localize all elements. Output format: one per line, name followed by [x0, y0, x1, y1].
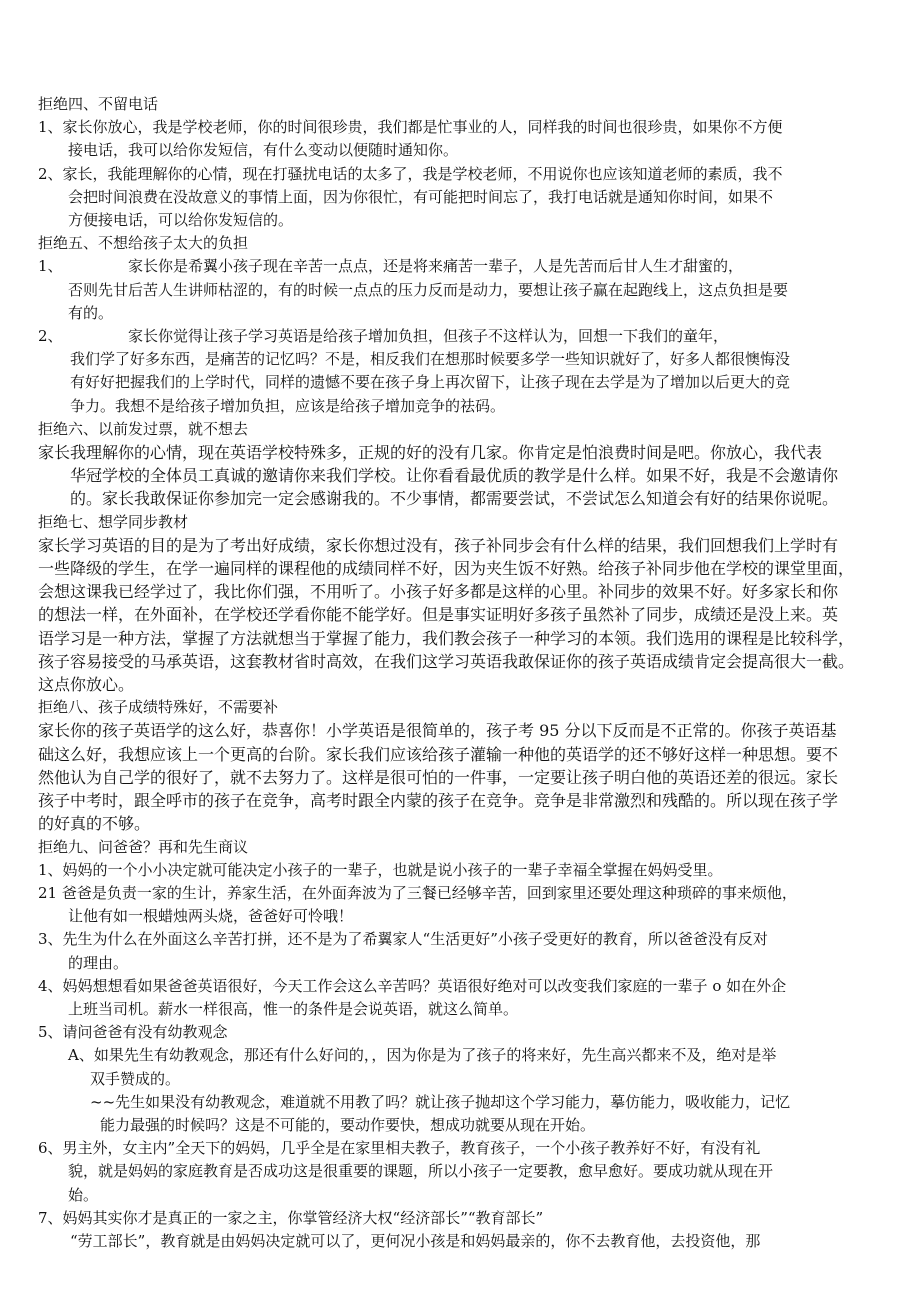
s5-line-7: 争力。我想不是给孩子增加负担，应该是给孩子增加竞争的祛码。 [70, 396, 506, 415]
s9-line-7: 上班当司机。薪水一样很高，惟一的条件是会说英语，就这么简单。 [68, 999, 519, 1018]
s6-line-2: 华冠学校的全体员工真诚的邀请你来我们学校。让你看看最优质的教学是什么样。如果不好，我是不会邀请你 [70, 466, 839, 486]
s7-line-5: 语学习是一种方法，掌握了方法就想当于掌握了能力，我们教会孩子一种学习的本领。我们选用的课程是比较科学， [38, 628, 855, 648]
s8-line-2: 础这么好，我想应该上一个更高的台阶。家长我们应该给孩子灌输一种他的英语学的还不够好这样一种思想。要不 [38, 744, 839, 764]
section-heading-9: 拒绝九、问爸爸？再和先生商议 [38, 837, 249, 856]
s5-line-5: 我们学了好多东西，是痛苦的记忆吗？不是，相反我们在想那时候要多学一些知识就好了，好多人都很懊悔没 [70, 350, 791, 369]
s4-line-5: 方便接电话，可以给你发短信的。 [68, 211, 294, 230]
s5-line-6: 有好好把握我们的上学时代，同样的遗憾不要在孩子身上再次留下，让孩子现在去学是为了增加以后更大的竞 [70, 373, 791, 392]
s5-text-2: 家长你觉得让孩子学习英语是给孩子增加负担，但孩子不这样认为，回想一下我们的童年， [128, 327, 729, 346]
s5-num-2: 2、 [38, 327, 63, 346]
s4-line-2: 接电话，我可以给你发短信，有什么变动以便随时通知你。 [68, 141, 459, 160]
s8-line-3: 然他认为自己学的很好了，就不去努力了。这样是很可怕的一件事，一定要让孩子明白他的英语还差的很远。家长 [38, 767, 839, 787]
s5-line-2: 否则先甘后苦人生讲师枯涩的，有的时候一点点的压力反而是动力，要想让孩子赢在起跑线上，这点负担是要 [68, 280, 789, 299]
s9-line-12: 能力最强的时候吗？这是不可能的，要动作要快，想成功就要从现在开始。 [100, 1115, 596, 1134]
s7-line-1: 家长学习英语的目的是为了考出好成绩，家长你想过没有，孩子补同步会有什么样的结果，我们回想我们上学时有 [38, 535, 839, 555]
s9-line-6: 4、妈妈想想看如果爸爸英语很好，今天工作会这么辛苦吗？英语很好绝对可以改变我们家庭的一辈子 o 如在外企 [38, 976, 787, 995]
section-heading-4: 拒绝四、不留电话 [38, 95, 159, 113]
s9-line-11: ~~先生如果没有幼教观念，难道就不用教了吗？就让孩子抛却这个学习能力，摹仿能力，吸收能力，记忆 [90, 1092, 791, 1111]
s4-line-3: 2、家长，我能理解你的心情，现在打骚扰电话的太多了，我是学校老师，不用说你也应该知道老师的素质，我不 [38, 164, 783, 183]
s5-line-4 [38, 325, 892, 348]
s5-text-1: 家长你是希翼小孩子现在辛苦一点点，还是将来痛苦一辈子，人是先苦而后甘人生才甜蜜的， [128, 257, 744, 276]
s7-line-6: 孩子容易接受的马承英语，这套教材省时高效，在我们这学习英语我敢保证你的孩子英语成绩肯定会提高很大一截。 [38, 651, 855, 671]
s9-line-10: 双手赞成的。 [90, 1069, 181, 1088]
s8-line-4: 孩子中考时，跟全呼市的孩子在竞争，高考时跟全内蒙的孩子在竞争。竞争是非常激烈和残酷的。所以现在孩子学 [38, 791, 839, 811]
s9-line-8: 5、请问爸爸有没有幼教观念 [38, 1023, 228, 1042]
section-heading-6: 拒绝六、以前发过票，就不想去 [38, 419, 249, 438]
s5-line-3: 有的。 [68, 303, 114, 322]
s7-line-4: 的想法一样，在外面补，在学校还学看你能不能学好。但是事实证明好多孩子虽然补了同步，成绩还是没上来。英 [38, 605, 839, 625]
s5-line-1 [38, 255, 892, 278]
s9-line-1: 1、妈妈的一个小小决定就可能决定小孩子的一辈子，也就是说小孩子的一辈子幸福全掌握在妈妈受里。 [38, 860, 723, 879]
s6-line-1: 家长我理解你的心情，现在英语学校特殊多，正规的好的没有几家。你肯定是怕浪费时间是吧。你放心，我代表 [38, 443, 823, 463]
s7-line-7: 这点你放心。 [38, 675, 135, 695]
s9-line-3: 让他有如一根蜡烛两头烧，爸爸好可怜哦！ [68, 907, 354, 926]
s5-num-1: 1、 [38, 257, 63, 276]
s4-line-4: 会把时间浪费在没故意义的事情上面，因为你很忙，有可能把时间忘了，我打电话就是通知你时间，如果不 [68, 187, 774, 206]
s8-line-1: 家长你的孩子英语学的这么好，恭喜你！小学英语是很简单的，孩子考 95 分以下反而是不正常的。你孩子英语基 [38, 721, 837, 741]
s9-line-13: 6、男主外，女主内”全天下的妈妈，几乎全是在家里相夫教子，教育孩子，一个小孩子教养好不好，有没有礼 [38, 1139, 761, 1158]
s8-line-5: 的好真的不够。 [38, 814, 151, 834]
s9-line-5: 的理由。 [68, 953, 129, 972]
section-heading-8: 拒绝八、孩子成绩特殊好，不需要补 [38, 698, 279, 717]
s7-line-2: 一些降级的学生，在学一遍同样的课程他的成绩同样不好，因为夹生饭不好熟。给孩子补同步他在学校的课堂里面， [38, 559, 855, 579]
s9-line-4: 3、先生为什么在外面这么辛苦打拼，还不是为了希翼家人“生活更好”小孩子受更好的教育，所以爸爸没有反对 [38, 930, 768, 949]
section-heading-7: 拒绝七、想学同步教材 [38, 512, 189, 531]
s4-line-1: 1、家长你放心，我是学校老师，你的时间很珍贵，我们都是忙事业的人，同样我的时间也很珍贵，如果你不方便 [38, 118, 783, 137]
s6-line-3: 的。家长我敢保证你参加完一定会感谢我的。不少事情，都需要尝试，不尝试怎么知道会有好的结果你说呢。 [70, 489, 839, 509]
s9-line-14: 貌，就是妈妈的家庭教育是否成功这是很重要的课题，所以小孩子一定要教，愈早愈好。要成功就从现在开 [68, 1162, 774, 1181]
s7-line-3: 会想这课我已经学过了，我比你们强，不用听了。小孩子好多都是这样的心里。补同步的效果不好。好多家长和你 [38, 582, 839, 602]
s9-line-2: 21 爸爸是负责一家的生计，养家生活，在外面奔波为了三餐已经够辛苦，回到家里还要处理这种琐碎的事来烦他， [38, 883, 797, 902]
s9-line-9: A、如果先生有幼教观念，那还有什么好问的，，因为你是为了孩子的将来好，先生高兴都来不及，绝对是举 [68, 1046, 777, 1065]
section-heading-5: 拒绝五、不想给孩子太大的负担 [38, 234, 249, 253]
s9-line-15: 始。 [68, 1185, 99, 1204]
s9-line-16: 7、妈妈其实你才是真正的一家之主，你掌管经济大权“经济部长”“教育部长” [38, 1208, 544, 1227]
s9-line-17: “劳工部长”，教育就是由妈妈决定就可以了，更何况小孩是和妈妈最亲的，你不去教育他，去投资他，那 [70, 1231, 761, 1250]
